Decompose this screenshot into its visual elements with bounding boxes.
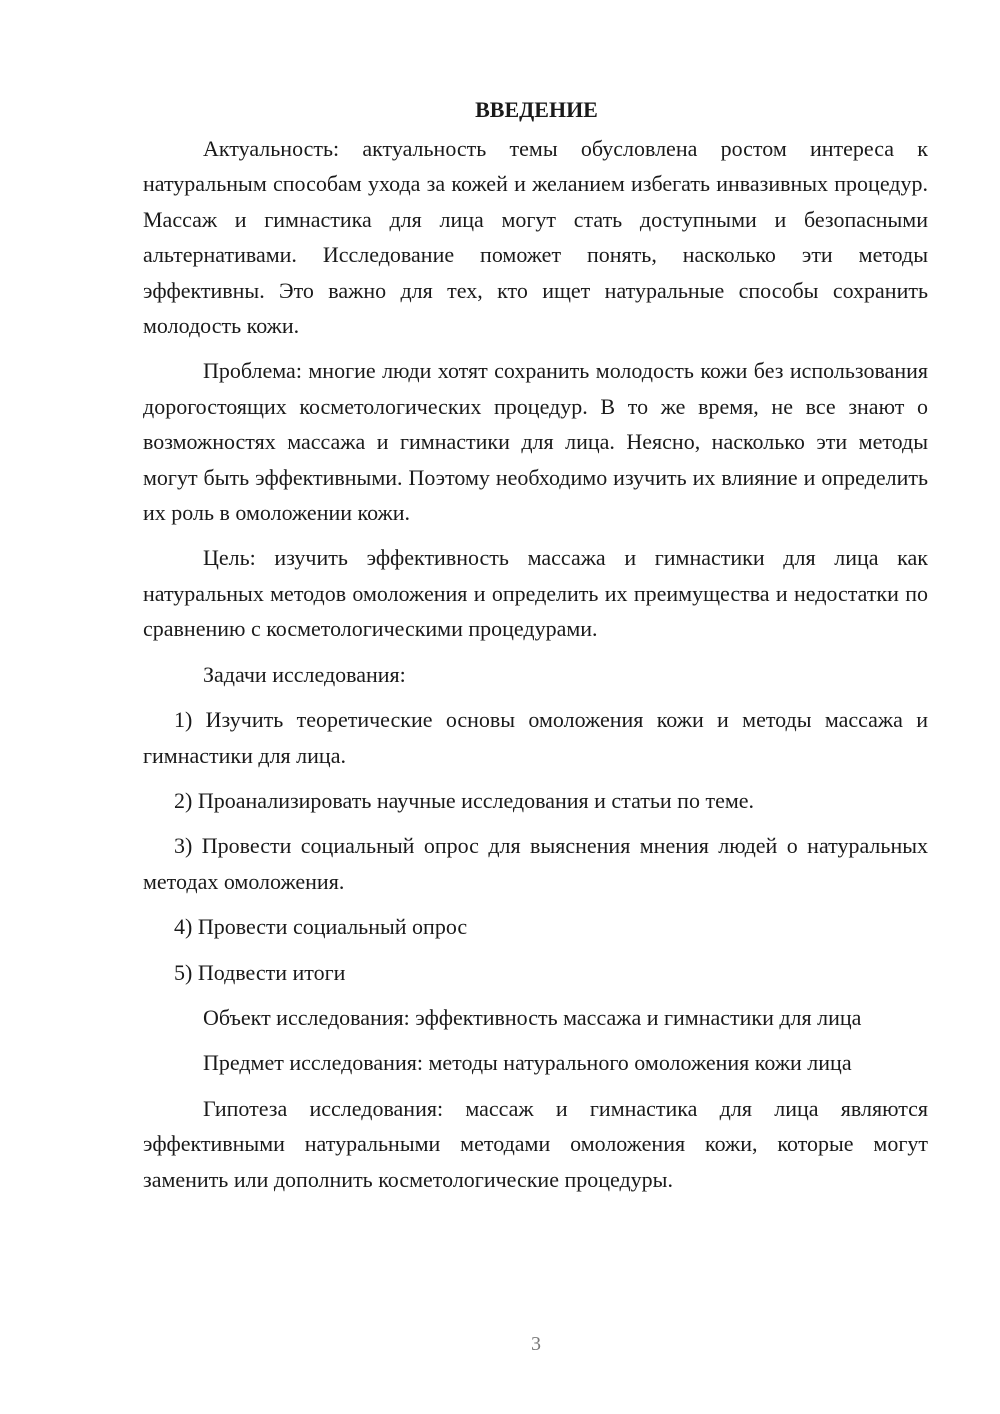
task-item-5: 5) Подвести итоги [174,959,346,985]
paragraph-goal: Цель: изучить эффективность массажа и гимнастики для лица как натуральных методов омоложения и определить их преимущества и недостатки по сравнению с косметологическими процедурами. [143,545,928,642]
page-title: ВВЕДЕНИЕ [475,97,598,122]
task-item-1: 1) Изучить теоретические основы омоложения кожи и методы массажа и гимнастики для лица. [143,707,928,768]
task-item-4: 4) Провести социальный опрос [174,914,468,940]
task-item-2: 2) Проанализировать научные исследования и статьи по теме. [174,787,755,813]
paragraph-subject: Предмет исследования: методы натурального омоложения кожи лица [203,1050,852,1076]
task-item-3: 3) Провести социальный опрос для выяснения мнения людей о натуральных методах омоложения. [143,833,928,894]
document-page [143,92,928,1207]
page-number: 3 [531,1333,541,1355]
tasks-list [143,702,928,990]
tasks-heading: Задачи исследования: [203,661,406,687]
paragraph-hypothesis: Гипотеза исследования: массаж и гимнастика для лица являются эффективными натуральными методами омоложения кожи, которые могут заменить или дополнить косметологические процедуры. [143,1095,928,1192]
paragraph-object: Объект исследования: эффективность массажа и гимнастики для лица [203,1004,862,1030]
paragraph-relevance: Актуальность: актуальность темы обусловлена ростом интереса к натуральным способам ухода за кожей и желанием избегать инвазивных процедур. Массаж и гимнастика для лица могут стать доступными и безопасными альтернативами. Исследование поможет понять, насколько эти методы эффективны. Это важно для тех, кто ищет натуральные способы сохранить молодость кожи. [143,136,928,339]
paragraph-problem: Проблема: многие люди хотят сохранить молодость кожи без использования дорогостоящих косметологических процедур. В то же время, не все знают о возможностях массажа и гимнастики для лица. Неясно, насколько эти методы могут быть эффективными. Поэтому необходимо изучить их влияние и определить их роль в омоложении кожи. [143,358,928,526]
